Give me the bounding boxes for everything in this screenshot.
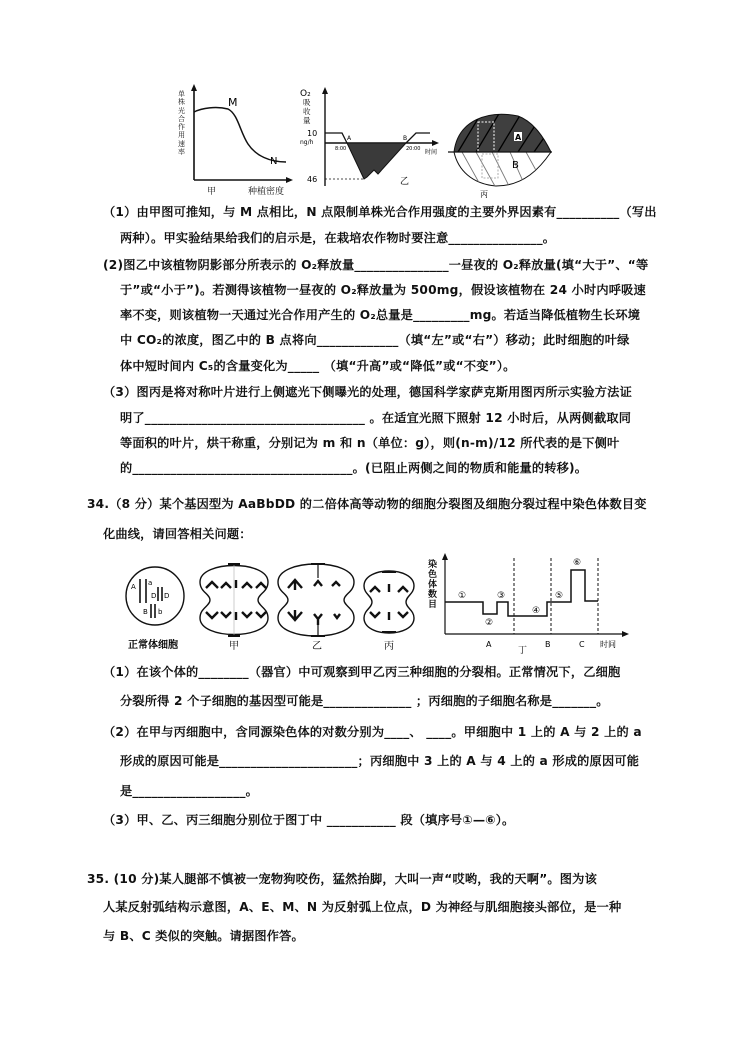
q34-part3-line1: （3）甲、乙、丙三细胞分别位于图丁中 ___________ 段（填序号①—⑥）。 bbox=[103, 813, 515, 827]
q33-part2-line5: 体中短时间内 C₅的含量变化为_____ （填“升高”或“降低”或“不变”）。 bbox=[120, 359, 516, 373]
cell-bing bbox=[364, 571, 414, 633]
q34-title-line2: 化曲线，请回答相关问题： bbox=[103, 527, 252, 541]
time-label: 时间 bbox=[425, 149, 438, 156]
segment-1: ① bbox=[458, 591, 467, 601]
region-b-label: B bbox=[512, 160, 519, 171]
figure-yi-graph bbox=[292, 86, 444, 196]
q33-part3-line1: （3）图丙是将对称叶片进行上侧遮光下侧曝光的处理，德国科学家萨克斯用图丙所示实验方法证 bbox=[103, 385, 632, 399]
time-axis-arrow bbox=[432, 140, 439, 146]
figure-ding-graph bbox=[428, 550, 640, 656]
q33-part3-line2: 明了___________________________________ 。在适宜光照下照射 12 小时后，从两侧截取同 bbox=[120, 411, 632, 425]
segment-6: ⑥ bbox=[573, 558, 582, 568]
q33-part3-line4: 的___________________________________。(已阻止两侧之间的物质和能量的转移)。 bbox=[120, 461, 588, 475]
q33-part1-line2: 两种）。甲实验结果给我们的启示是，在栽培农作物时要注意_______________。 bbox=[120, 231, 556, 245]
bing-caption: 丙 bbox=[480, 190, 488, 198]
gene-A: A bbox=[131, 583, 136, 591]
jia-ylabel: 单株光合作用速率 bbox=[178, 90, 185, 157]
q33-part1-line1: （1）由甲图可推知，与 M 点相比，N 点限制单株光合作用强度的主要外界因素有__________（写出 bbox=[103, 205, 657, 219]
cell-jia bbox=[200, 564, 268, 636]
q34-title-line1: 34.（8 分）某个基因型为 AaBbDD 的二倍体高等动物的细胞分裂图及细胞分裂过程中染色体数目变 bbox=[87, 497, 647, 511]
q34-part2-line3: 是__________________。 bbox=[120, 784, 259, 798]
curve-right bbox=[406, 133, 430, 143]
jia-xlabel: 种植密度 bbox=[248, 187, 285, 197]
rate-curve bbox=[194, 108, 286, 162]
q34-part2-line2: 形成的原因可能是______________________；丙细胞中 3 上的 A 与 4 上的 a 形成的原因可能 bbox=[120, 754, 640, 768]
q33-part2-line2: 于”或“小于”)。若测得该植物一昼夜的 O₂释放量为 500mg，假设该植物在 24 小时内呼吸速 bbox=[120, 283, 646, 297]
cell-yi bbox=[278, 564, 354, 636]
q33-part2-line4: 中 CO₂的浓度，图乙中的 B 点将向_____________（填“左”或“右”）移动；此时细胞的叶绿 bbox=[120, 333, 630, 347]
point-b: B bbox=[403, 135, 408, 142]
shaded-area bbox=[347, 143, 406, 179]
y-axis-arrow bbox=[191, 84, 197, 91]
q33-part3-line3: 等面积的叶片，烘干称重，分别记为 m 和 n（单位：g），则(n-m)/12 所代表的是下侧叶 bbox=[120, 436, 620, 450]
normal-cell-caption: 正常体细胞 bbox=[128, 640, 178, 651]
figure-bing-leaf bbox=[448, 108, 552, 198]
period-a: A bbox=[486, 640, 492, 649]
q34-part2-line1: （2）在甲与丙细胞中，含同源染色体的对数分别为____、 ____。甲细胞中 1 上的 A 与 2 上的 a bbox=[103, 725, 642, 739]
gene-D-right: D bbox=[164, 592, 170, 600]
point-a: A bbox=[347, 135, 352, 142]
segment-5: ⑤ bbox=[555, 591, 564, 601]
yi-ylabel: 吸收量 bbox=[303, 98, 311, 125]
figure-cells bbox=[118, 552, 423, 652]
point-n: N bbox=[270, 156, 278, 167]
region-a-label: A bbox=[515, 133, 522, 142]
jia-cell-caption: 甲 bbox=[229, 641, 239, 652]
gene-a: a bbox=[148, 579, 153, 587]
tick-46: 46 bbox=[307, 175, 318, 184]
q34-part1-line1: （1）在该个体的________（器官）中可观察到甲乙丙三种细胞的分裂相。正常情况下，乙细胞 bbox=[103, 665, 621, 679]
ding-ylabel: 染色体数目 bbox=[428, 560, 438, 610]
gene-B: B bbox=[143, 608, 148, 616]
point-m: M bbox=[228, 96, 238, 109]
time-start: 8:00 bbox=[335, 146, 347, 152]
gene-D-left: D bbox=[151, 592, 157, 600]
figure-jia-graph bbox=[172, 84, 297, 196]
curve-left bbox=[325, 133, 347, 143]
segment-3: ③ bbox=[497, 591, 506, 601]
time-end: 20:00 bbox=[406, 146, 421, 152]
segment-4: ④ bbox=[532, 606, 541, 616]
ding-caption: 丁 bbox=[518, 646, 528, 656]
tick-10: 10 bbox=[307, 129, 318, 138]
yi-caption: 乙 bbox=[400, 177, 410, 187]
normal-body-cell bbox=[126, 567, 184, 625]
q33-part2-line3: 率不变，则该植物一天通过光合作用产生的 O₂总量是_________mg。若适当降低植物生长环境 bbox=[120, 308, 641, 322]
q33-part2-line1: (2)图乙中该植物阴影部分所表示的 O₂释放量_______________一昼夜的 O₂释放量(填“大于”、“等 bbox=[103, 258, 649, 272]
chromosome-curve bbox=[445, 570, 598, 616]
yi-cell-caption: 乙 bbox=[312, 641, 322, 652]
jia-caption: 甲 bbox=[207, 187, 217, 197]
segment-2: ② bbox=[485, 618, 494, 628]
q35-line2: 人某反射弧结构示意图，A、E、M、N 为反射弧上位点，D 为神经与肌细胞接头部位，是一种 bbox=[103, 900, 622, 914]
q35-line1: 35. (10 分)某人腿部不慎被一宠物狗咬伤，猛然抬脚，大叫一声“哎哟，我的天啊”。图为该 bbox=[87, 872, 597, 886]
period-b: B bbox=[545, 640, 551, 649]
y-axis-arrow bbox=[322, 87, 328, 94]
o2-label: O₂ bbox=[300, 89, 311, 99]
period-c: C bbox=[579, 640, 585, 649]
ding-xlabel: 时间 bbox=[600, 640, 616, 649]
gene-b: b bbox=[158, 608, 163, 616]
unit-label: ng/h bbox=[300, 139, 314, 146]
leaf-lower bbox=[454, 152, 551, 186]
bing-cell-caption: 丙 bbox=[384, 641, 394, 652]
q34-part1-line2: 分裂所得 2 个子细胞的基因型可能是______________ ；丙细胞的子细胞名称是_______。 bbox=[120, 694, 609, 708]
q35-line3: 与 B、C 类似的突触。请据图作答。 bbox=[103, 929, 304, 943]
